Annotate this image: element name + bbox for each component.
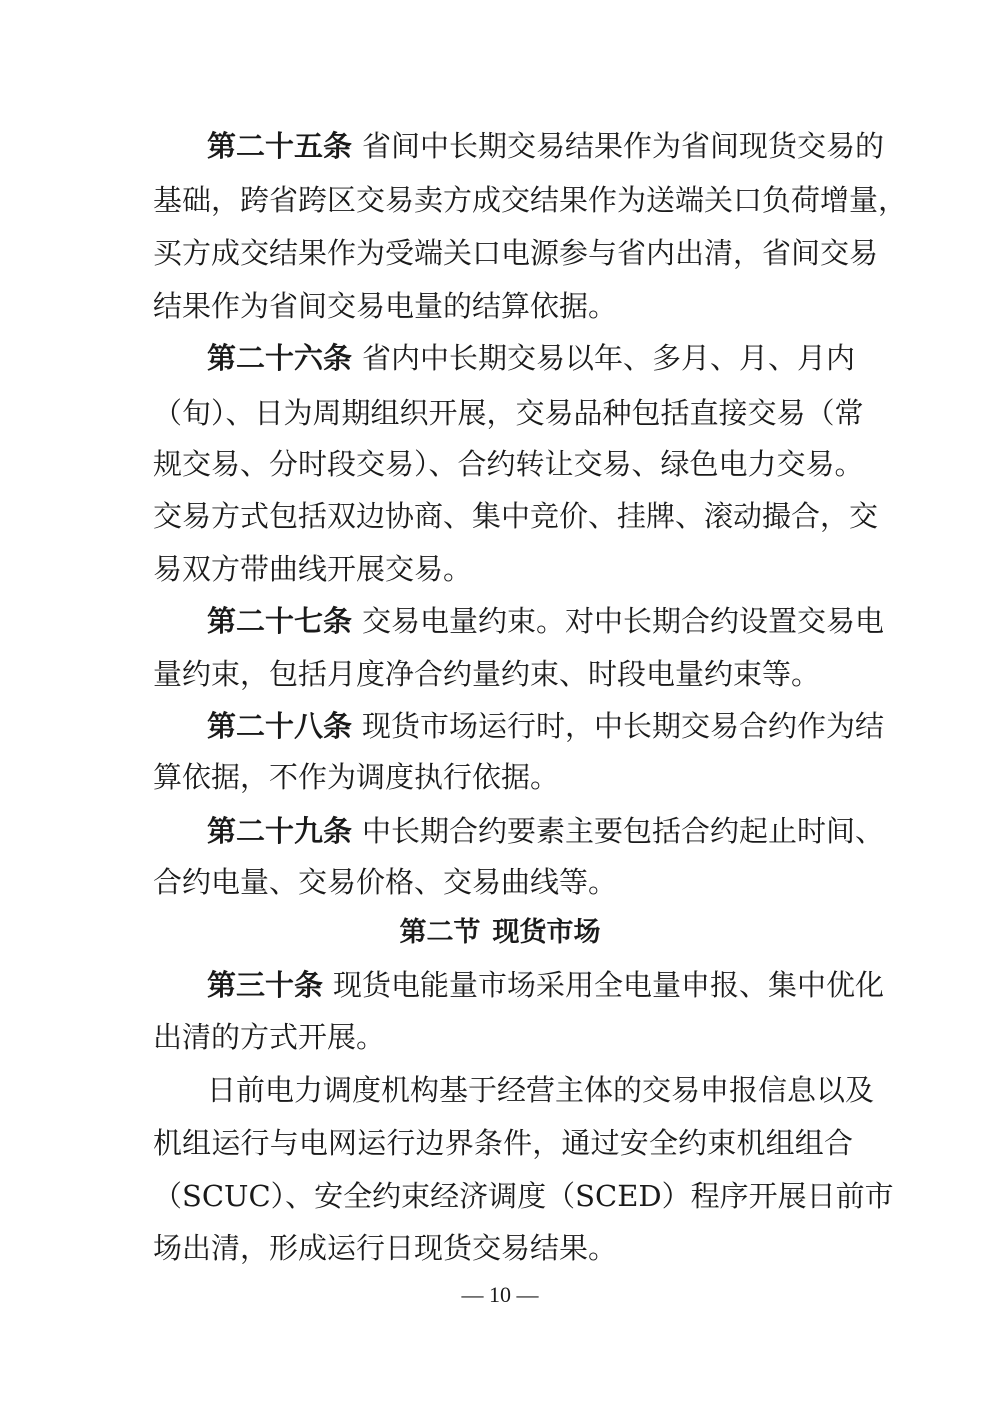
dayahead-line-4: 场出清，形成运行日现货交易结果。 [153, 1231, 618, 1265]
article-30-line-1: 第三十条 现货电能量市场采用全电量申报、集中优化 [207, 968, 885, 1002]
article-25-line-2: 基础，跨省跨区交易卖方成交结果作为送端关口负荷增量， [153, 183, 908, 217]
section-title-text: 现货市场 [492, 917, 601, 948]
page-number: — 10 — [461, 1282, 539, 1307]
article-26-heading: 第二十六条 [207, 341, 353, 375]
article-27-heading: 第二十七条 [207, 604, 353, 638]
article-26-line-1: 第二十六条 省内中长期交易以年、多月、月、月内 [207, 341, 856, 375]
article-26-line-3: 规交易、分时段交易）、合约转让交易、绿色电力交易。 [153, 447, 864, 481]
article-27-line-1: 第二十七条 交易电量约束。对中长期合约设置交易电 [207, 604, 885, 638]
article-25-line-4: 结果作为省间交易电量的结算依据。 [153, 289, 618, 323]
article-29-line-2: 合约电量、交易价格、交易曲线等。 [153, 865, 618, 899]
dayahead-line-1: 日前电力调度机构基于经营主体的交易申报信息以及 [207, 1073, 875, 1107]
section-number: 第二节 [399, 917, 481, 948]
section-heading [0, 915, 1000, 951]
dayahead-line-3: （SCUC）、安全约束经济调度（SCED）程序开展日前市 [153, 1179, 894, 1213]
article-29-heading: 第二十九条 [207, 814, 353, 848]
dayahead-line-2: 机组运行与电网运行边界条件，通过安全约束机组组合 [153, 1126, 853, 1160]
article-26-line-2: （旬）、日为周期组织开展，交易品种包括直接交易（常 [153, 396, 864, 430]
article-26-line-4: 交易方式包括双边协商、集中竞价、挂牌、滚动撮合，交 [153, 499, 879, 533]
article-30-line-2: 出清的方式开展。 [153, 1020, 386, 1054]
article-28-line-1: 第二十八条 现货市场运行时，中长期交易合约作为结 [207, 709, 885, 743]
article-27-line-2: 量约束，包括月度净合约量约束、时段电量约束等。 [153, 657, 821, 691]
article-28-heading: 第二十八条 [207, 709, 353, 743]
article-25-heading: 第二十五条 [207, 129, 353, 163]
article-29-line-1: 第二十九条 中长期合约要素主要包括合约起止时间、 [207, 814, 885, 848]
article-30-heading: 第三十条 [207, 968, 324, 1002]
article-25-line-1: 第二十五条 省间中长期交易结果作为省间现货交易的 [207, 129, 885, 163]
article-28-line-2: 算依据，不作为调度执行依据。 [153, 760, 560, 794]
article-26-line-5: 易双方带曲线开展交易。 [153, 552, 473, 586]
article-25-line-3: 买方成交结果作为受端关口电源参与省内出清，省间交易 [153, 236, 879, 270]
